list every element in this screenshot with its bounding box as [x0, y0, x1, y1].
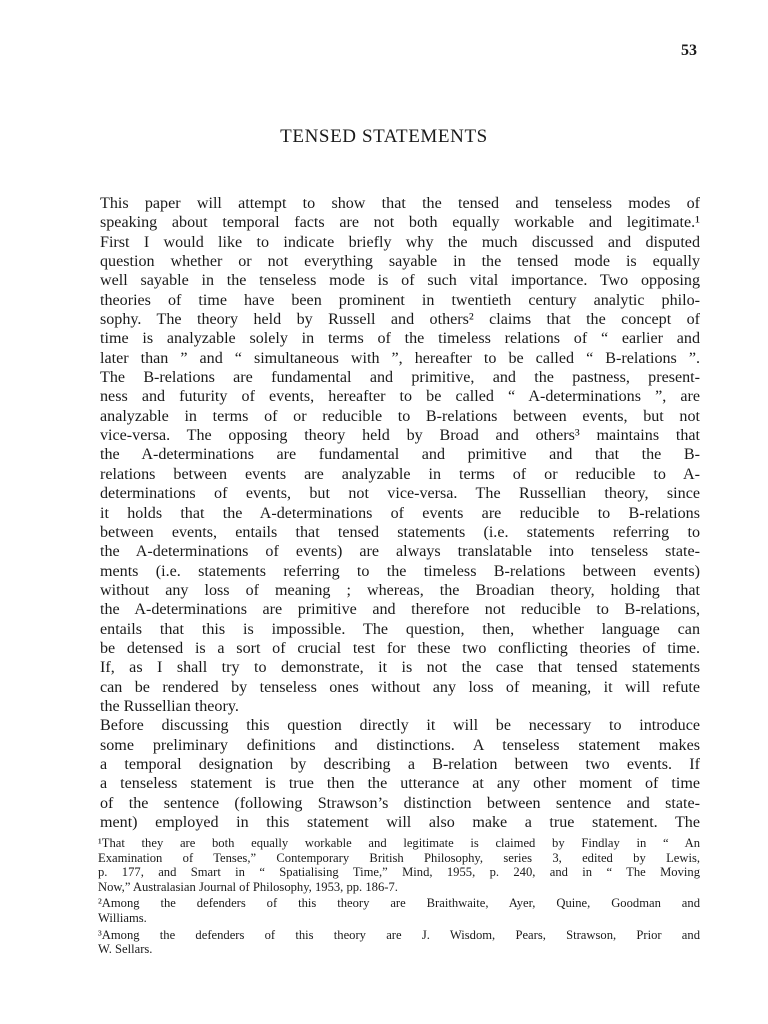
footnote-3	[70, 928, 700, 957]
body-line: well sayable in the tenseless mode is of such vital importance. Two opposing	[100, 272, 700, 290]
body-line: it holds that the A-determinations of events are reducible to B-relations	[100, 504, 700, 522]
footnote-line: ¹That they are both equally workable and legitimate is claimed by Findlay in “ An	[98, 836, 700, 850]
body-line: If, as I shall try to demonstrate, it is not the case that tensed statements	[100, 659, 700, 677]
body-line: a temporal designation by describing a B-relation between two events. If	[100, 755, 700, 773]
body-line: the A-determinations are fundamental and primitive and that the B-	[100, 446, 700, 464]
body-line: relations between events are analyzable in terms of or reducible to A-	[100, 465, 700, 483]
paragraph-2	[70, 716, 700, 832]
body-line: ness and futurity of events, hereafter to be called “ A-determinations ”, are	[100, 388, 700, 406]
footnote-line: Now,” Australasian Journal of Philosophy, 1953, pp. 186-7.	[98, 879, 398, 894]
footnotes	[70, 836, 700, 959]
footnote-line: Williams.	[98, 910, 147, 925]
footnote-line: p. 177, and Smart in “ Spatialising Time,” Mind, 1955, p. 240, and in “ The Moving	[98, 865, 700, 880]
body-line: ment) employed in this statement will also make a true statement. The	[100, 814, 700, 831]
body-line: later than ” and “ simultaneous with ”, hereafter to be called “ B-relations ”.	[100, 349, 700, 367]
body-line: This paper will attempt to show that the tensed and tenseless modes of	[100, 195, 700, 212]
footnote-line: W. Sellars.	[98, 942, 153, 957]
body-line: sophy. The theory held by Russell and others² claims that the concept of	[100, 311, 700, 329]
body-line: the A-determinations of events) are always translatable into tenseless state-	[100, 543, 700, 561]
body-line: the Russellian theory.	[100, 697, 239, 715]
body-line: vice-versa. The opposing theory held by Broad and others³ maintains that	[100, 427, 700, 445]
body-line: of the sentence (following Strawson’s distinction between sentence and state-	[100, 794, 700, 812]
body-line: the A-determinations are primitive and therefore not reducible to B-relations,	[100, 601, 700, 619]
body-line: First I would like to indicate briefly why the much discussed and disputed	[100, 233, 700, 251]
page-number: 53	[681, 42, 697, 59]
footnote-1	[70, 836, 700, 894]
body-line: theories of time have been prominent in twentieth century analytic philo-	[100, 291, 700, 309]
body-line: be detensed is a sort of crucial test for these two conflicting theories of time.	[100, 639, 700, 657]
body-line: between events, entails that tensed statements (i.e. statements referring to	[100, 523, 700, 541]
article-title: TENSED STATEMENTS	[280, 126, 488, 147]
body-line: Before discussing this question directly it will be necessary to introduce	[100, 717, 700, 735]
footnote-line: Examination of Tenses,” Contemporary British Philosophy, series 3, edited by Lewis,	[98, 850, 700, 865]
body-line: can be rendered by tenseless ones without any loss of meaning, it will refute	[100, 678, 700, 696]
body-line: ments (i.e. statements referring to the timeless B-relations between events)	[100, 562, 700, 580]
body-line: without any loss of meaning ; whereas, the Broadian theory, holding that	[100, 581, 700, 599]
body-line: question whether or not everything sayable in the tensed mode is equally	[100, 253, 700, 271]
body-line: entails that this is impossible. The question, then, whether language can	[100, 620, 700, 638]
body-line: time is analyzable solely in terms of the timeless relations of “ earlier and	[100, 330, 700, 348]
footnote-line: ³Among the defenders of this theory are J. Wisdom, Pears, Strawson, Prior and	[98, 927, 700, 942]
body-line: a tenseless statement is true then the utterance at any other moment of time	[100, 775, 700, 793]
body-line: analyzable in terms of or reducible to B-relations between events, but not	[100, 407, 700, 425]
body-line: determinations of events, but not vice-versa. The Russellian theory, since	[100, 485, 700, 503]
body-line: speaking about temporal facts are not both equally workable and legitimate.¹	[100, 214, 700, 232]
body-line: The B-relations are fundamental and primitive, and the pastness, present-	[100, 369, 700, 387]
paragraph-1	[70, 194, 700, 716]
body-line: some preliminary definitions and distinctions. A tenseless statement makes	[100, 736, 700, 754]
footnote-line: ²Among the defenders of this theory are Braithwaite, Ayer, Quine, Goodman and	[98, 896, 700, 911]
article-body	[70, 194, 700, 832]
footnote-2	[70, 896, 700, 925]
